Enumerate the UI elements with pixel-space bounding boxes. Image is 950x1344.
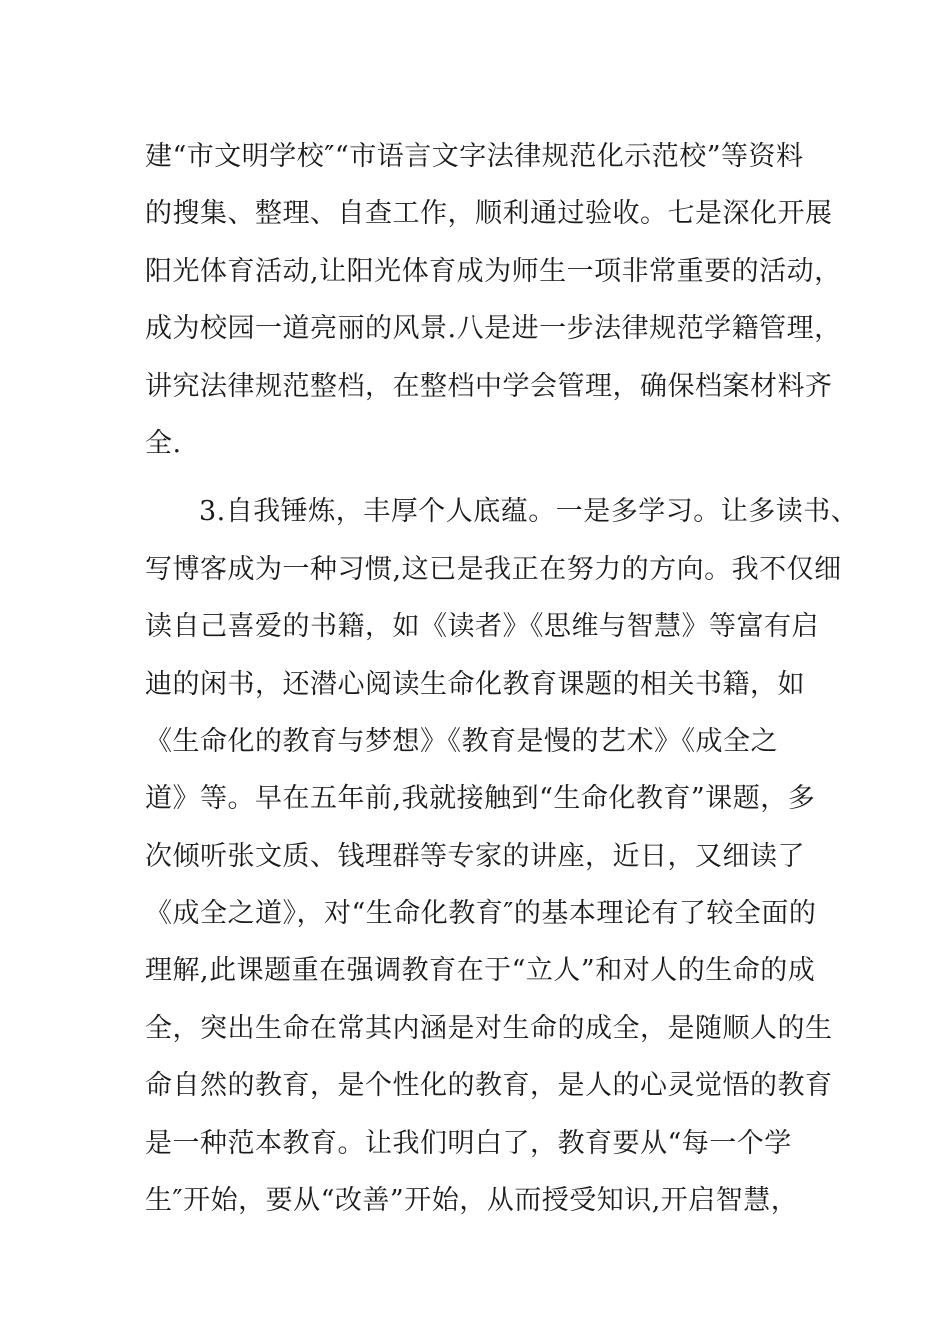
text-line: 建“市文明学校″“市语言文字法律规范化示范校”等资料 <box>145 141 804 172</box>
text-line: 的搜集、整理、自查工作，顺利通过验收。七是深化开展 <box>145 198 833 230</box>
text-line: 《成全之道》，对“生命化教育″的基本理论有了较全面的 <box>145 898 817 930</box>
text-line: 全. <box>145 427 182 459</box>
paragraph-self-improvement <box>145 483 859 1229</box>
text-line: 理解,此课题重在强调教育在于“立人”和对人的生命的成 <box>145 955 816 987</box>
text-line: 讲究法律规范整档，在整档中学会管理，确保档案材料齐 <box>145 370 833 402</box>
text-line: 次倾听张文质、钱理群等专家的讲座，近日，又细读了 <box>145 840 805 872</box>
text-line: 《生命化的教育与梦想》《教育是慢的艺术》《成全之 <box>145 725 778 757</box>
text-line-indented: 3.自我锤炼，丰厚个人底蕴。一是多学习。让多读书、 <box>199 496 859 528</box>
paragraph-gap <box>145 472 835 483</box>
document-body <box>145 128 859 1229</box>
text-line: 阳光体育活动,让阳光体育成为师生一项非常重要的活动， <box>145 255 842 287</box>
text-line: 写博客成为一种习惯,这已是我正在努力的方向。我不仅细 <box>145 553 842 585</box>
paragraph-continued <box>145 128 842 472</box>
text-line: 生″开始，要从“改善”开始，从而授受知识,开启智慧， <box>145 1185 799 1217</box>
text-line: 全，突出生命在常其内涵是对生命的成全，是随顺人的生 <box>145 1012 833 1044</box>
text-line: 读自己喜爱的书籍，如《读者》《思维与智慧》等富有启 <box>145 611 819 643</box>
text-line: 是一种范本教育。让我们明白了，教育要从“每一个学 <box>145 1127 792 1159</box>
text-line: 道》等。早在五年前,我就接触到“生命化教育”课题，多 <box>145 783 816 815</box>
text-line: 命自然的教育，是个性化的教育，是人的心灵觉悟的教育 <box>145 1070 833 1102</box>
text-line: 成为校园一道亮丽的风景.八是进一步法律规范学籍管理， <box>145 313 842 345</box>
text-line: 迪的闲书，还潜心阅读生命化教育课题的相关书籍，如 <box>145 668 805 700</box>
